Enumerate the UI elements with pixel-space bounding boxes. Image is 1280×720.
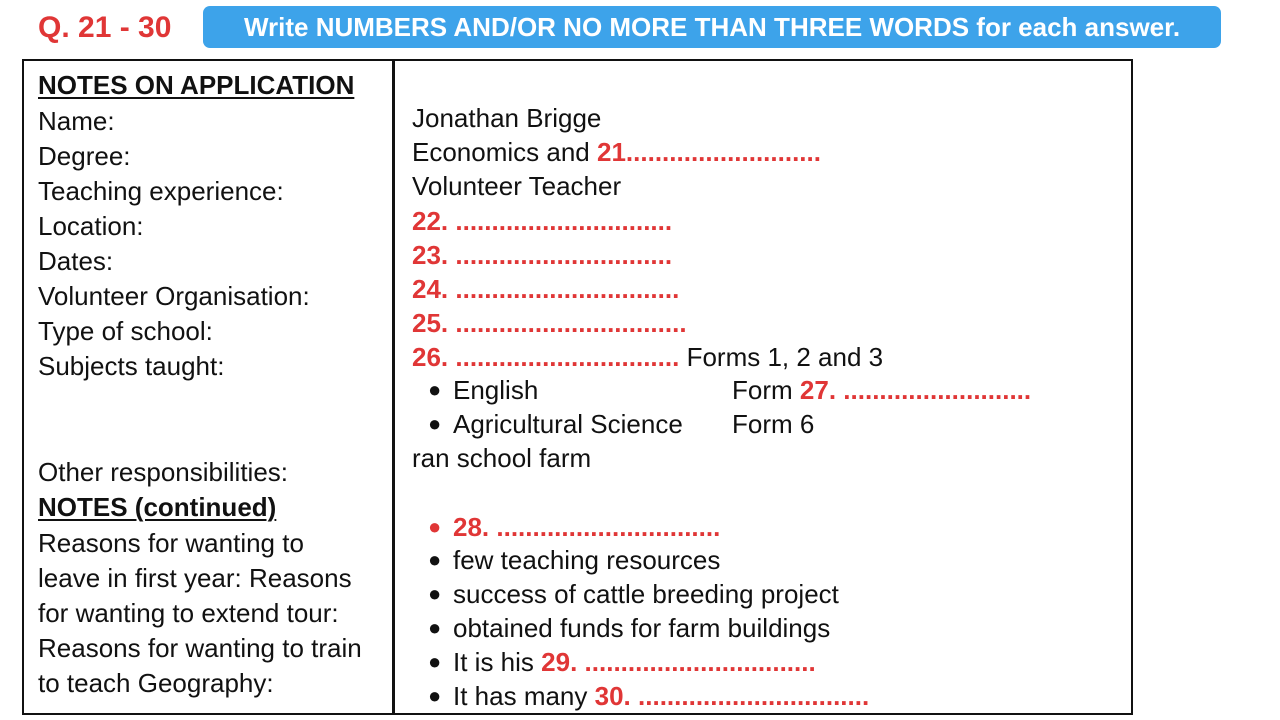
value-other-responsibilities: ran school farm: [412, 443, 592, 473]
question-24: [412, 272, 679, 306]
form-6: Form 6: [732, 409, 815, 439]
answer-24-blank[interactable]: ...............................: [455, 274, 680, 304]
label-reasons-line-3: for wanting to extend tour:: [38, 598, 339, 628]
label-reasons-line-4: Reasons for wanting to train: [38, 633, 362, 663]
question-22: [412, 204, 672, 238]
label-reasons-line-1: Reasons for wanting to: [38, 528, 304, 558]
value-teaching-experience: Volunteer Teacher: [412, 171, 622, 201]
bullet-icon: ●: [428, 411, 442, 436]
question-26-number: 26.: [412, 342, 449, 372]
bullet-icon: ●: [428, 581, 442, 606]
label-name: Name:: [38, 106, 115, 136]
forms-text: Forms 1, 2 and 3: [686, 342, 884, 372]
heading-notes-on-application: NOTES ON APPLICATION: [38, 70, 355, 100]
bullet-icon: ●: [428, 615, 442, 640]
degree-prefix: Economics and: [412, 137, 590, 167]
answer-21-blank[interactable]: ..........................: [633, 137, 821, 167]
label-reasons-line-5: to teach Geography:: [38, 668, 274, 698]
value-degree: [412, 135, 821, 169]
reason-cattle-breeding: success of cattle breeding project: [453, 579, 839, 609]
reason-farm-funds: obtained funds for farm buildings: [453, 613, 831, 643]
answer-30-blank[interactable]: ................................: [638, 681, 870, 711]
question-21-number: 21.: [597, 137, 634, 167]
answer-28-blank[interactable]: ...............................: [496, 512, 721, 542]
question-27: [732, 373, 1031, 407]
bullet-icon: ●: [428, 649, 442, 674]
question-28-number: 28.: [453, 512, 490, 542]
bullet-icon: ●: [428, 514, 442, 539]
label-reasons-line-2: leave in first year: Reasons: [38, 563, 352, 593]
label-subjects-taught: Subjects taught:: [38, 351, 225, 381]
question-22-number: 22.: [412, 206, 449, 236]
question-24-number: 24.: [412, 274, 449, 304]
question-28: [453, 510, 720, 544]
question-23: [412, 238, 672, 272]
question-26: [412, 340, 883, 374]
answer-22-blank[interactable]: ..............................: [455, 206, 673, 236]
label-teaching-experience: Teaching experience:: [38, 176, 284, 206]
bullet-icon: ●: [428, 683, 442, 708]
his-prefix: It is his: [453, 647, 534, 677]
bullet-icon: ●: [428, 547, 442, 572]
answer-27-blank[interactable]: ..........................: [843, 375, 1032, 405]
question-27-number: 27.: [799, 375, 837, 405]
question-29: [453, 645, 816, 679]
subject-english: English: [453, 375, 539, 405]
heading-notes-continued: NOTES (continued): [38, 492, 277, 522]
question-range: Q. 21 - 30: [38, 11, 172, 44]
instruction-banner: Write NUMBERS AND/OR NO MORE THAN THREE WORDS for each answer.: [203, 6, 1221, 48]
question-23-number: 23.: [412, 240, 449, 270]
reason-few-resources: few teaching resources: [453, 545, 721, 575]
answer-23-blank[interactable]: ..............................: [455, 240, 673, 270]
label-volunteer-organisation: Volunteer Organisation:: [38, 281, 310, 311]
label-dates: Dates:: [38, 246, 114, 276]
answer-25-blank[interactable]: ................................: [455, 308, 687, 338]
value-name: Jonathan Brigge: [412, 103, 602, 133]
question-30-number: 30.: [594, 681, 631, 711]
label-location: Location:: [38, 211, 144, 241]
question-30: [453, 679, 869, 713]
label-other-responsibilities: Other responsibilities:: [38, 457, 288, 487]
question-25-number: 25.: [412, 308, 449, 338]
bullet-icon: ●: [428, 377, 442, 402]
question-25: [412, 306, 687, 340]
answer-29-blank[interactable]: ................................: [584, 647, 816, 677]
answer-26-blank[interactable]: ...............................: [455, 342, 680, 372]
subject-agricultural-science: Agricultural Science: [453, 409, 683, 439]
label-type-of-school: Type of school:: [38, 316, 213, 346]
form-label: Form: [732, 375, 793, 405]
label-degree: Degree:: [38, 141, 131, 171]
many-prefix: It has many: [453, 681, 588, 711]
column-divider: [392, 59, 395, 715]
question-29-number: 29.: [541, 647, 578, 677]
